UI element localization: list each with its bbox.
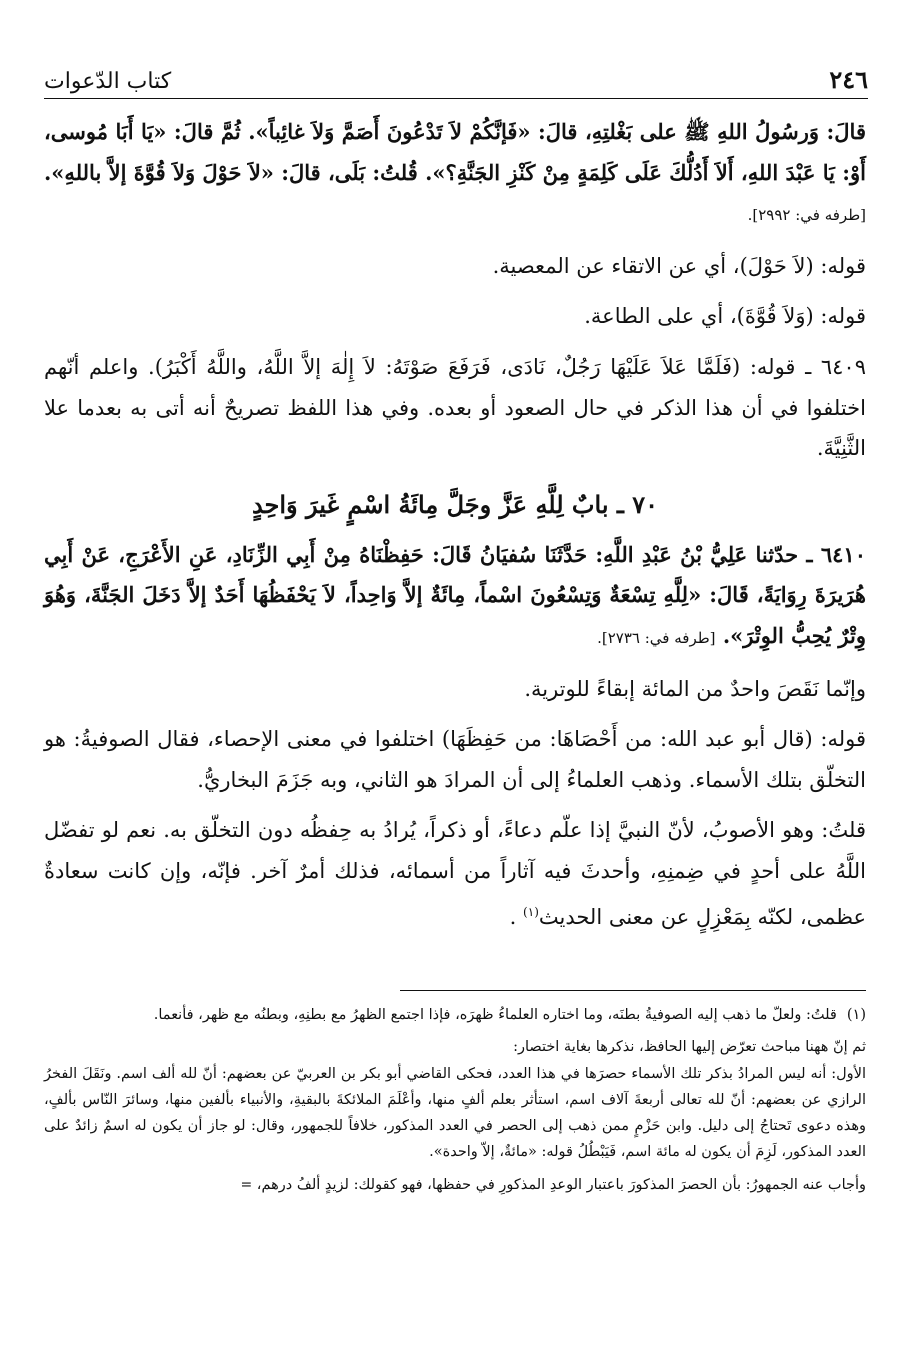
footnote-marker: (١) [523,904,539,919]
main-text [44,112,866,937]
cross-reference: [طرفه في: ٢٧٣٦]. [597,628,716,647]
sentence-end: . [509,904,517,929]
footnote-item [44,1002,866,1028]
running-title: كتاب الدّعوات [44,69,172,94]
hadith-paragraph [44,535,866,659]
footnote-text: وأجاب عنه الجمهورُ: بأن الحصرَ المذكورَ باعتبار الوعدِ المذكورِ في حفظها، فهو كقولك: لزيدٍ ألفُ درهم، [256,1176,866,1193]
hadith-text: قالَ: وَرسُولُ اللهِ ﷺ على بَغْلتِهِ، قالَ: «فَإنَّكُمْ لاَ تَدْعُونَ أَصَمَّ وَلاَ غائِباً». ثُمَّ قالَ: «يَا أَبَا مُوسى، أَوْ: يَا عَبْدَ اللهِ، أَلاَ أَدُلُّكَ عَلَى كَلِمَةٍ مِنْ كَنْزِ الجَنَّةِ؟». قُلتُ: بَلَى، قالَ: «لاَ حَوْلَ وَلاَ قُوَّةَ إلاَّ باللهِ». [44,119,866,185]
commentary-paragraph: قوله: (لاَ حَوْلَ)، أي عن الاتقاء عن المعصية. [492,253,866,278]
cross-reference: [طرفه في: ٢٩٩٢]. [747,206,866,225]
commentary-paragraph: وإنّما نَقَصَ واحدٌ من المائة إبقاءً للوترية. [524,676,866,701]
commentary-paragraph: قوله: (وَلاَ قُوَّةَ)، أي على الطاعة. [584,304,866,329]
chapter-heading: ٧٠ ـ بابٌ لِلَّهِ عَزَّ وجَلَّ مِائَةُ اسْمٍ غَيرَ وَاحِدٍ [251,489,659,519]
footnote-number: (١) [846,1007,866,1023]
hadith-text: ٦٤١٠ ـ حدّثنا عَلِيُّ بْنُ عَبْدِ اللَّهِ: حَدَّثَنَا سُفيَانُ قَالَ: حَفِظْنَاهُ مِنْ أَبِي الزِّنَادِ، عَنِ الأَعْرَجِ، عَنْ أَبِي هُرَيرَةَ رِوَايَةً، قَالَ: «لِلَّهِ تِسْعَةٌ وَتِسْعُونَ اسْماً، مِائَةٌ إلاَّ وَاحِداً، لاَ يَحْفَظُهَا أَحَدٌ إلاَّ دَخَلَ الجَنَّةَ، وَهُوَ وِتْرٌ يُحِبُّ الوِتْرَ». [44,541,866,648]
footnote-text: الأول: أنه ليس المرادُ بذكر تلك الأسماء حصرَها في هذا العدد، فحكى القاضي أبو بكر بن العربيّ عن بعضهم: أنّ لله ألف اسم. ونَقَلَ الفخرُ الرازي عن بعضهم: أنّ لله تعالى أربعةَ آلاف اسم، استأثر بعلم ألفٍ منها، وأعْلَمَ الملائكةَ بالبقيةِ، والأنبياء بألفين منها، وسائرَ النّاس بألفٍ، وهذه دعوى تَحتاجُ إلى دليل. وابن حَزْمٍ ممن ذهب إلى الحصر في العدد المذكور، خلافاً للجمهور، وقال: لو جاز أن يكون له اسمٌ زائدٌ على العدد المذكور، لَزِمَ أن يكون له مائة اسم، فَيَبْطُلُ قوله: «مائةٌ، إلاّ واحدة». [44,1065,866,1161]
continuation-mark: = [240,1176,253,1193]
commentary-text: قلتُ: وهو الأصوبُ، لأنّ النبيَّ إذا علّم دعاءً، أو ذكراً، يُرادُ به حِفظُه دون التخلّق به. نعم لو تفضّل اللَّهُ على أحدٍ في ضِمنِهِ، وأحدثَ فيه آثاراً من أسمائه، فذلك أمرٌ آخر. فإنّه، وإن كانت سعادةٌ عظمى، لكنّه بِمَعْزِلٍ عن معنى الحديث [44,818,866,929]
page-number: ٢٤٦ [829,65,868,94]
page-header [44,58,868,94]
footnote-text: قلتُ: ولعلّ ما ذهب إليه الصوفيةُ بطنَه، وما اختاره العلماءُ ظهرَه، فإذا اجتمع الظهرُ مع بطنِهِ، وبطنُه مع ظهر، فأنعما. [153,1007,837,1023]
commentary-paragraph: ٦٤٠٩ ـ قوله: (فَلَمَّا عَلاَ عَلَيْهَا رَجُلٌ، نَادَى، فَرَفَعَ صَوْتَهُ: لاَ إِلٰهَ إلاَّ اللَّهُ، واللَّهُ أَكْبَرُ). واعلم أنّهم اختلفوا في أن هذا الذكر في حال الصعود أو بعده. وفي هذا اللفظ تصريحٌ أنه أتى به بعدما علا الثَّنِيَّةَ. [44,354,866,461]
commentary-paragraph [44,810,866,937]
footnote-text: ثم إنّ ههنا مباحث تعرّض إليها الحافظ، نذكرها بغاية اختصار: [513,1039,866,1056]
footnote-divider [400,990,866,991]
footnote-text [44,1172,866,1198]
hadith-paragraph [44,112,866,236]
header-divider [44,98,868,99]
footnotes [44,1002,866,1198]
commentary-paragraph: قوله: (قال أبو عبد الله: من أَحْصَاهَا: من حَفِظَهَا) اختلفوا في معنى الإحصاء، فقال الصوفيةُ: هو التخلّق بتلك الأسماء. وذهب العلماءُ إلى أن المرادَ هو الثاني، وبه جَزَمَ البخاريُّ. [44,727,866,792]
